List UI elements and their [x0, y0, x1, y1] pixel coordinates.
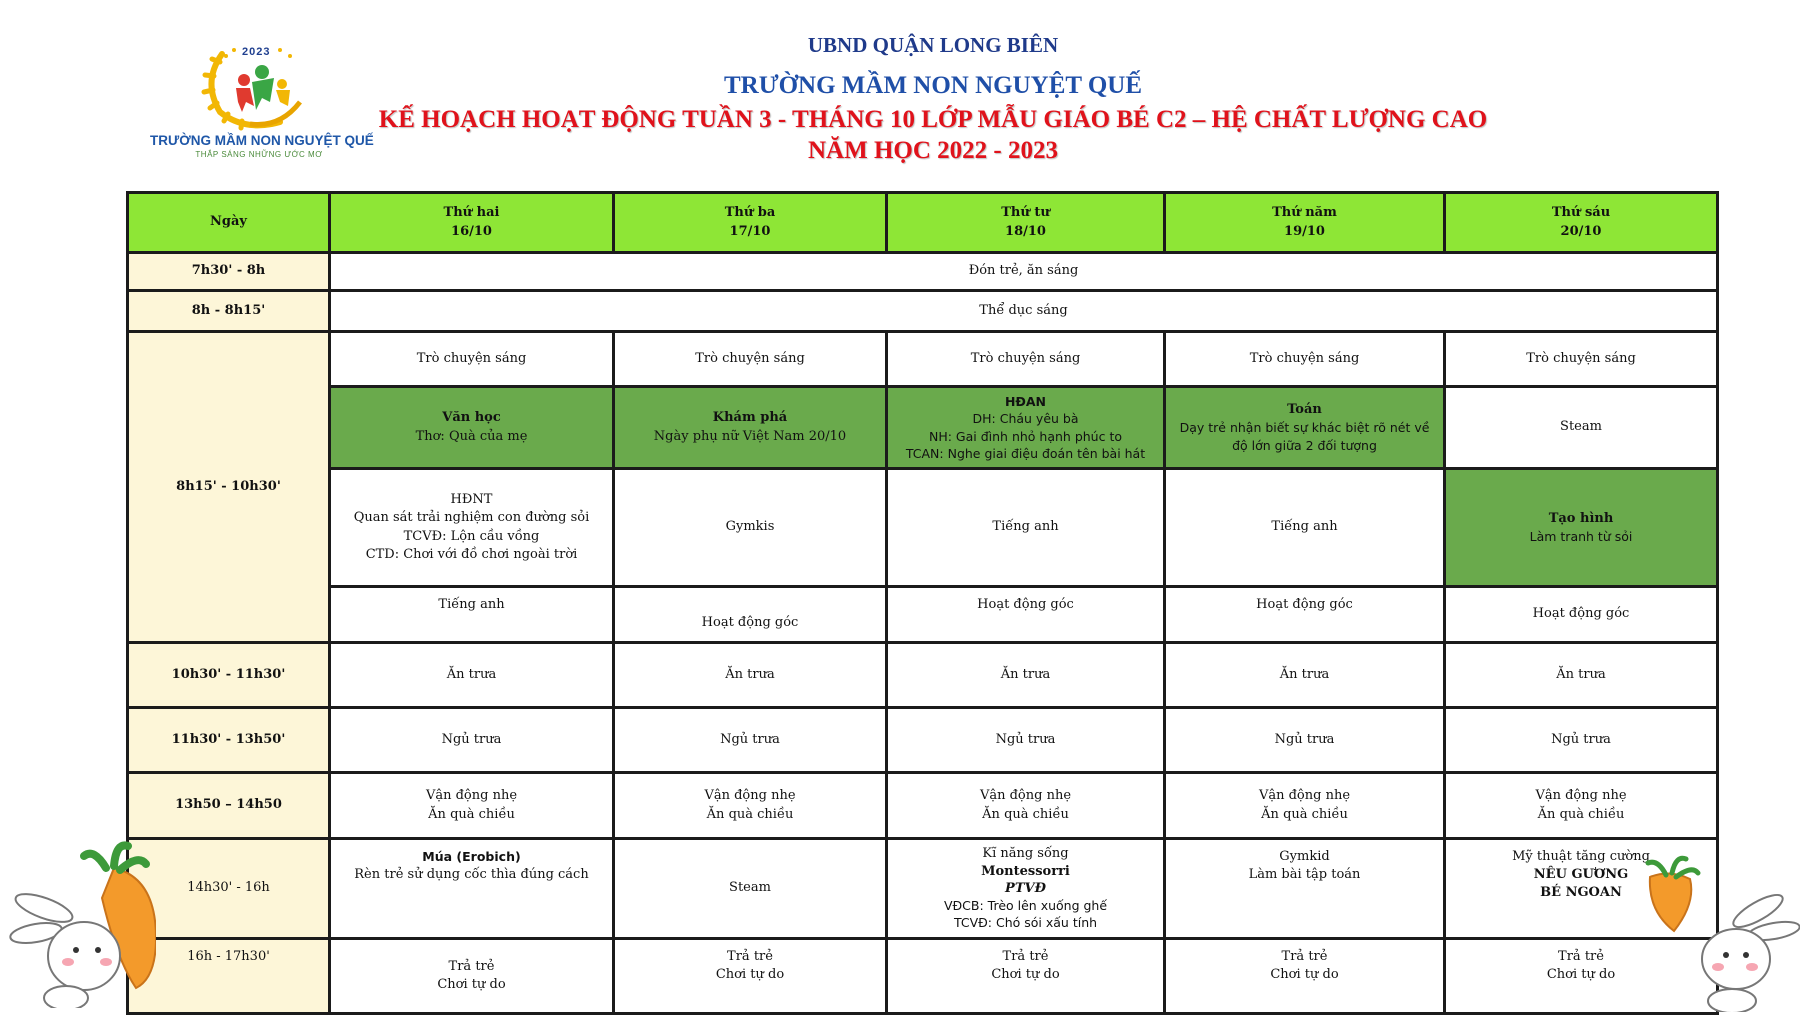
header-thursday: Thứ năm 19/10: [1165, 193, 1445, 253]
table-cell: Ngủ trưa: [887, 708, 1165, 773]
lesson-cell-discovery: Khám phá Ngày phụ nữ Việt Nam 20/10: [614, 387, 887, 469]
district-title: UBND QUẬN LONG BIÊN: [807, 33, 1059, 57]
table-cell: Trả trẻ Chơi tự do: [887, 939, 1165, 1014]
table-row: [128, 253, 1718, 291]
table-cell: Kĩ năng sống Montessorri PTVĐ VĐCB: Trèo lên xuống ghế TCVĐ: Chó sói xấu tính: [887, 839, 1165, 939]
table-row: [128, 939, 1718, 1014]
table-row: [128, 332, 1718, 387]
table-cell: Ăn trưa: [887, 643, 1165, 708]
table-cell: Steam: [614, 839, 887, 939]
table-cell: Vận động nhẹ Ăn quà chiều: [614, 773, 887, 839]
table-cell: Ăn trưa: [330, 643, 614, 708]
bunny-carrot-left-icon: [6, 838, 156, 1008]
weekly-plan-table: [126, 191, 1719, 1015]
logo-year: 2023: [242, 46, 271, 58]
merged-cell: Đón trẻ, ăn sáng: [330, 253, 1718, 291]
time-cell: 8h - 8h15': [128, 291, 330, 332]
table-cell: Trả trẻ Chơi tự do: [1165, 939, 1445, 1014]
plan-title: KẾ HOẠCH HOẠT ĐỘNG TUẦN 3 - THÁNG 10 LỚP MẪU GIÁO BÉ C2 – HỆ CHẤT LƯỢNG CAO: [378, 106, 1488, 133]
table-cell: HĐNT Quan sát trải nghiệm con đường sỏi TCVĐ: Lộn cầu vồng CTD: Chơi với đồ chơi ngoài trời: [330, 469, 614, 587]
table-row: [128, 291, 1718, 332]
table-cell: Gymkis: [614, 469, 887, 587]
time-cell: 10h30' - 11h30': [128, 643, 330, 708]
table-row: [128, 839, 1718, 939]
merged-cell: Thể dục sáng: [330, 291, 1718, 332]
lesson-cell-literature: Văn học Thơ: Quà của mẹ: [330, 387, 614, 469]
time-cell: 7h30' - 8h: [128, 253, 330, 291]
lesson-cell-music: HĐAN DH: Cháu yêu bà NH: Gai đình nhỏ hạnh phúc to TCAN: Nghe giai điệu đoán tên bài hát: [887, 387, 1165, 469]
table-row: [128, 708, 1718, 773]
table-cell: Ăn trưa: [1165, 643, 1445, 708]
header-monday: Thứ hai 16/10: [330, 193, 614, 253]
table-cell: Ngủ trưa: [1445, 708, 1718, 773]
lesson-cell-math: Toán Dạy trẻ nhận biết sự khác biệt rõ nét về độ lớn giữa 2 đối tượng: [1165, 387, 1445, 469]
table-cell: Vận động nhẹ Ăn quà chiều: [887, 773, 1165, 839]
table-header-row: [128, 193, 1718, 253]
header-day-label: Ngày: [128, 193, 330, 253]
table-cell: Hoạt động góc: [1445, 587, 1718, 643]
lesson-cell-art: Tạo hình Làm tranh từ sỏi: [1445, 469, 1718, 587]
table-cell: Mỹ thuật tăng cường NÊU GƯƠNG BÉ NGOAN: [1445, 839, 1718, 939]
table-cell: Trả trẻ Chơi tự do: [330, 939, 614, 1014]
table-cell: Trò chuyện sáng: [1165, 332, 1445, 387]
table-cell: Hoạt động góc: [1165, 587, 1445, 643]
table-cell: Vận động nhẹ Ăn quà chiều: [330, 773, 614, 839]
table-cell: Hoạt động góc: [614, 587, 887, 643]
table-row: [128, 469, 1718, 587]
time-cell: 11h30' - 13h50': [128, 708, 330, 773]
table-cell: Vận động nhẹ Ăn quà chiều: [1165, 773, 1445, 839]
time-cell: 16h - 17h30': [128, 939, 330, 1014]
school-year: NĂM HỌC 2022 - 2023: [808, 137, 1058, 164]
table-cell: Múa (Erobich) Rèn trẻ sử dụng cốc thìa đúng cách: [330, 839, 614, 939]
table-cell: Trò chuyện sáng: [1445, 332, 1718, 387]
table-cell: Trò chuyện sáng: [887, 332, 1165, 387]
table-cell: Ăn trưa: [1445, 643, 1718, 708]
time-cell: 8h15' - 10h30': [128, 332, 330, 643]
table-cell: Trò chuyện sáng: [330, 332, 614, 387]
table-row: [128, 773, 1718, 839]
table-cell: Tiếng anh: [887, 469, 1165, 587]
table-row: [128, 643, 1718, 708]
table-cell: Ngủ trưa: [1165, 708, 1445, 773]
bunny-right-icon: [1688, 885, 1800, 1012]
table-row: [128, 387, 1718, 469]
table-cell: Hoạt động góc: [887, 587, 1165, 643]
table-cell: Gymkid Làm bài tập toán: [1165, 839, 1445, 939]
school-title: TRƯỜNG MẦM NON NGUYỆT QUẾ: [723, 72, 1143, 99]
table-cell: Ăn trưa: [614, 643, 887, 708]
header-tuesday: Thứ ba 17/10: [614, 193, 887, 253]
table-cell: Trò chuyện sáng: [614, 332, 887, 387]
time-cell: 13h50 – 14h50: [128, 773, 330, 839]
table-cell: Trả trẻ Chơi tự do: [1445, 939, 1718, 1014]
table-cell: Tiếng anh: [1165, 469, 1445, 587]
table-cell: Steam: [1445, 387, 1718, 469]
table-cell: Tiếng anh: [330, 587, 614, 643]
header-wednesday: Thứ tư 18/10: [887, 193, 1165, 253]
time-cell: 14h30' - 16h: [128, 839, 330, 939]
table-cell: Ngủ trưa: [330, 708, 614, 773]
table-cell: Trả trẻ Chơi tự do: [614, 939, 887, 1014]
logo-slogan: THẮP SÁNG NHỮNG ƯỚC MƠ: [195, 150, 323, 159]
table-cell: Vận động nhẹ Ăn quà chiều: [1445, 773, 1718, 839]
table-cell: Ngủ trưa: [614, 708, 887, 773]
logo-school-name: TRƯỜNG MẦM NON NGUYỆT QUẾ: [150, 133, 374, 148]
header-friday: Thứ sáu 20/10: [1445, 193, 1718, 253]
table-row: [128, 587, 1718, 643]
